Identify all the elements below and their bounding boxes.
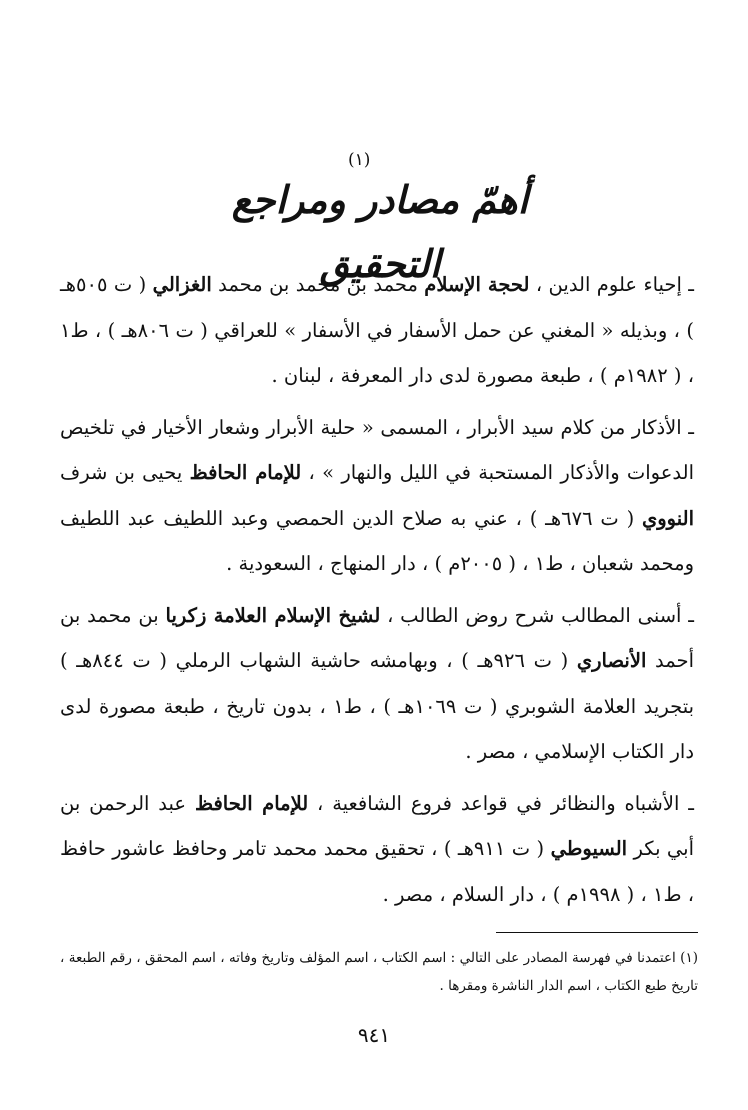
author-title: للإمام الحافظ [194,791,309,815]
entry-text: ( ت ٩١١هـ ) ، تحقيق محمد محمد تامر وحافظ عاشور حافظ ، ط١ ، ( ١٩٩٨م ) ، دار السلام ، مصر . [60,837,694,906]
entry-text: ـ الأشباه والنظائر في قواعد فروع الشافعية ، [308,791,694,815]
entry-text: بن محمد بن أحمد [60,603,694,672]
entry-text: ( ت ٩٢٦هـ ) ، وبهامشه حاشية الشهاب الرملي ( ت ٨٤٤هـ ) بتجريد العلامة الشوبري ( ت ١٠٦٩هـ ) ، ط١ ، بدون تاريخ ، طبعة مصورة لدى دار الكتاب الإسلامي ، مصر . [60,649,695,763]
author-name: الأنصاري [576,649,647,672]
author-name: النووي [642,506,694,530]
heading-footnote-marker: (١) [348,150,371,170]
references-list [60,262,694,917]
entry-text: محمد بن محمد بن محمد [211,273,425,296]
footnote-divider [496,932,698,933]
reference-entry [60,781,694,918]
reference-entry [60,262,694,399]
entry-text: ( ت ٥٠٥هـ ) ، وبذيله « المغني عن حمل الأسفار في الأسفار » للعراقي ( ت ٨٠٦هـ ) ، ط١ ، ( ١٩٨٢م ) ، طبعة مصورة لدى دار المعرفة ، لبنان . [60,273,694,387]
author-title: لحجة الإسلام [424,273,530,296]
author-name: الغزالي [152,273,212,296]
heading-title: أهمّ مصادر ومراجع التحقيق [231,177,529,286]
author-title: لشيخ الإسلام العلامة زكريا [165,603,381,627]
page-number: ٩٤١ [357,1023,391,1047]
entry-text: عبد الرحمن بن أبي بكر [60,791,695,860]
reference-entry [60,405,694,587]
entry-text: ( ت ٦٧٦هـ ) ، عني به صلاح الدين الحمصي وعبد اللطيف عبد اللطيف ومحمد شعبان ، ط١ ، ( ٢٠٠٥م ) ، دار المنهاج ، السعودية . [60,506,694,575]
author-title: للإمام الحافظ [189,461,302,484]
entry-text: ـ الأذكار من كلام سيد الأبرار ، المسمى « حلية الأبرار وشعار الأخيار في تلخيص الدعوات والأذكار المستحبة في الليل والنهار » ، [60,415,694,484]
entry-text: ـ أسنى المطالب شرح روض الطالب ، [380,603,694,627]
author-name: السيوطي [550,837,628,860]
entry-text: ـ إحياء علوم الدين ، [529,273,695,296]
reference-entry [60,593,694,775]
entry-text: يحيى بن شرف [60,461,190,484]
footnote: (١) اعتمدنا في فهرسة المصادر على التالي : اسم الكتاب ، اسم المؤلف وتاريخ وفاته ، اسم المحقق ، رقم الطبعة ، تاريخ طبع الكتاب ، اسم الدار الناشرة ومقرها . [60,950,698,994]
